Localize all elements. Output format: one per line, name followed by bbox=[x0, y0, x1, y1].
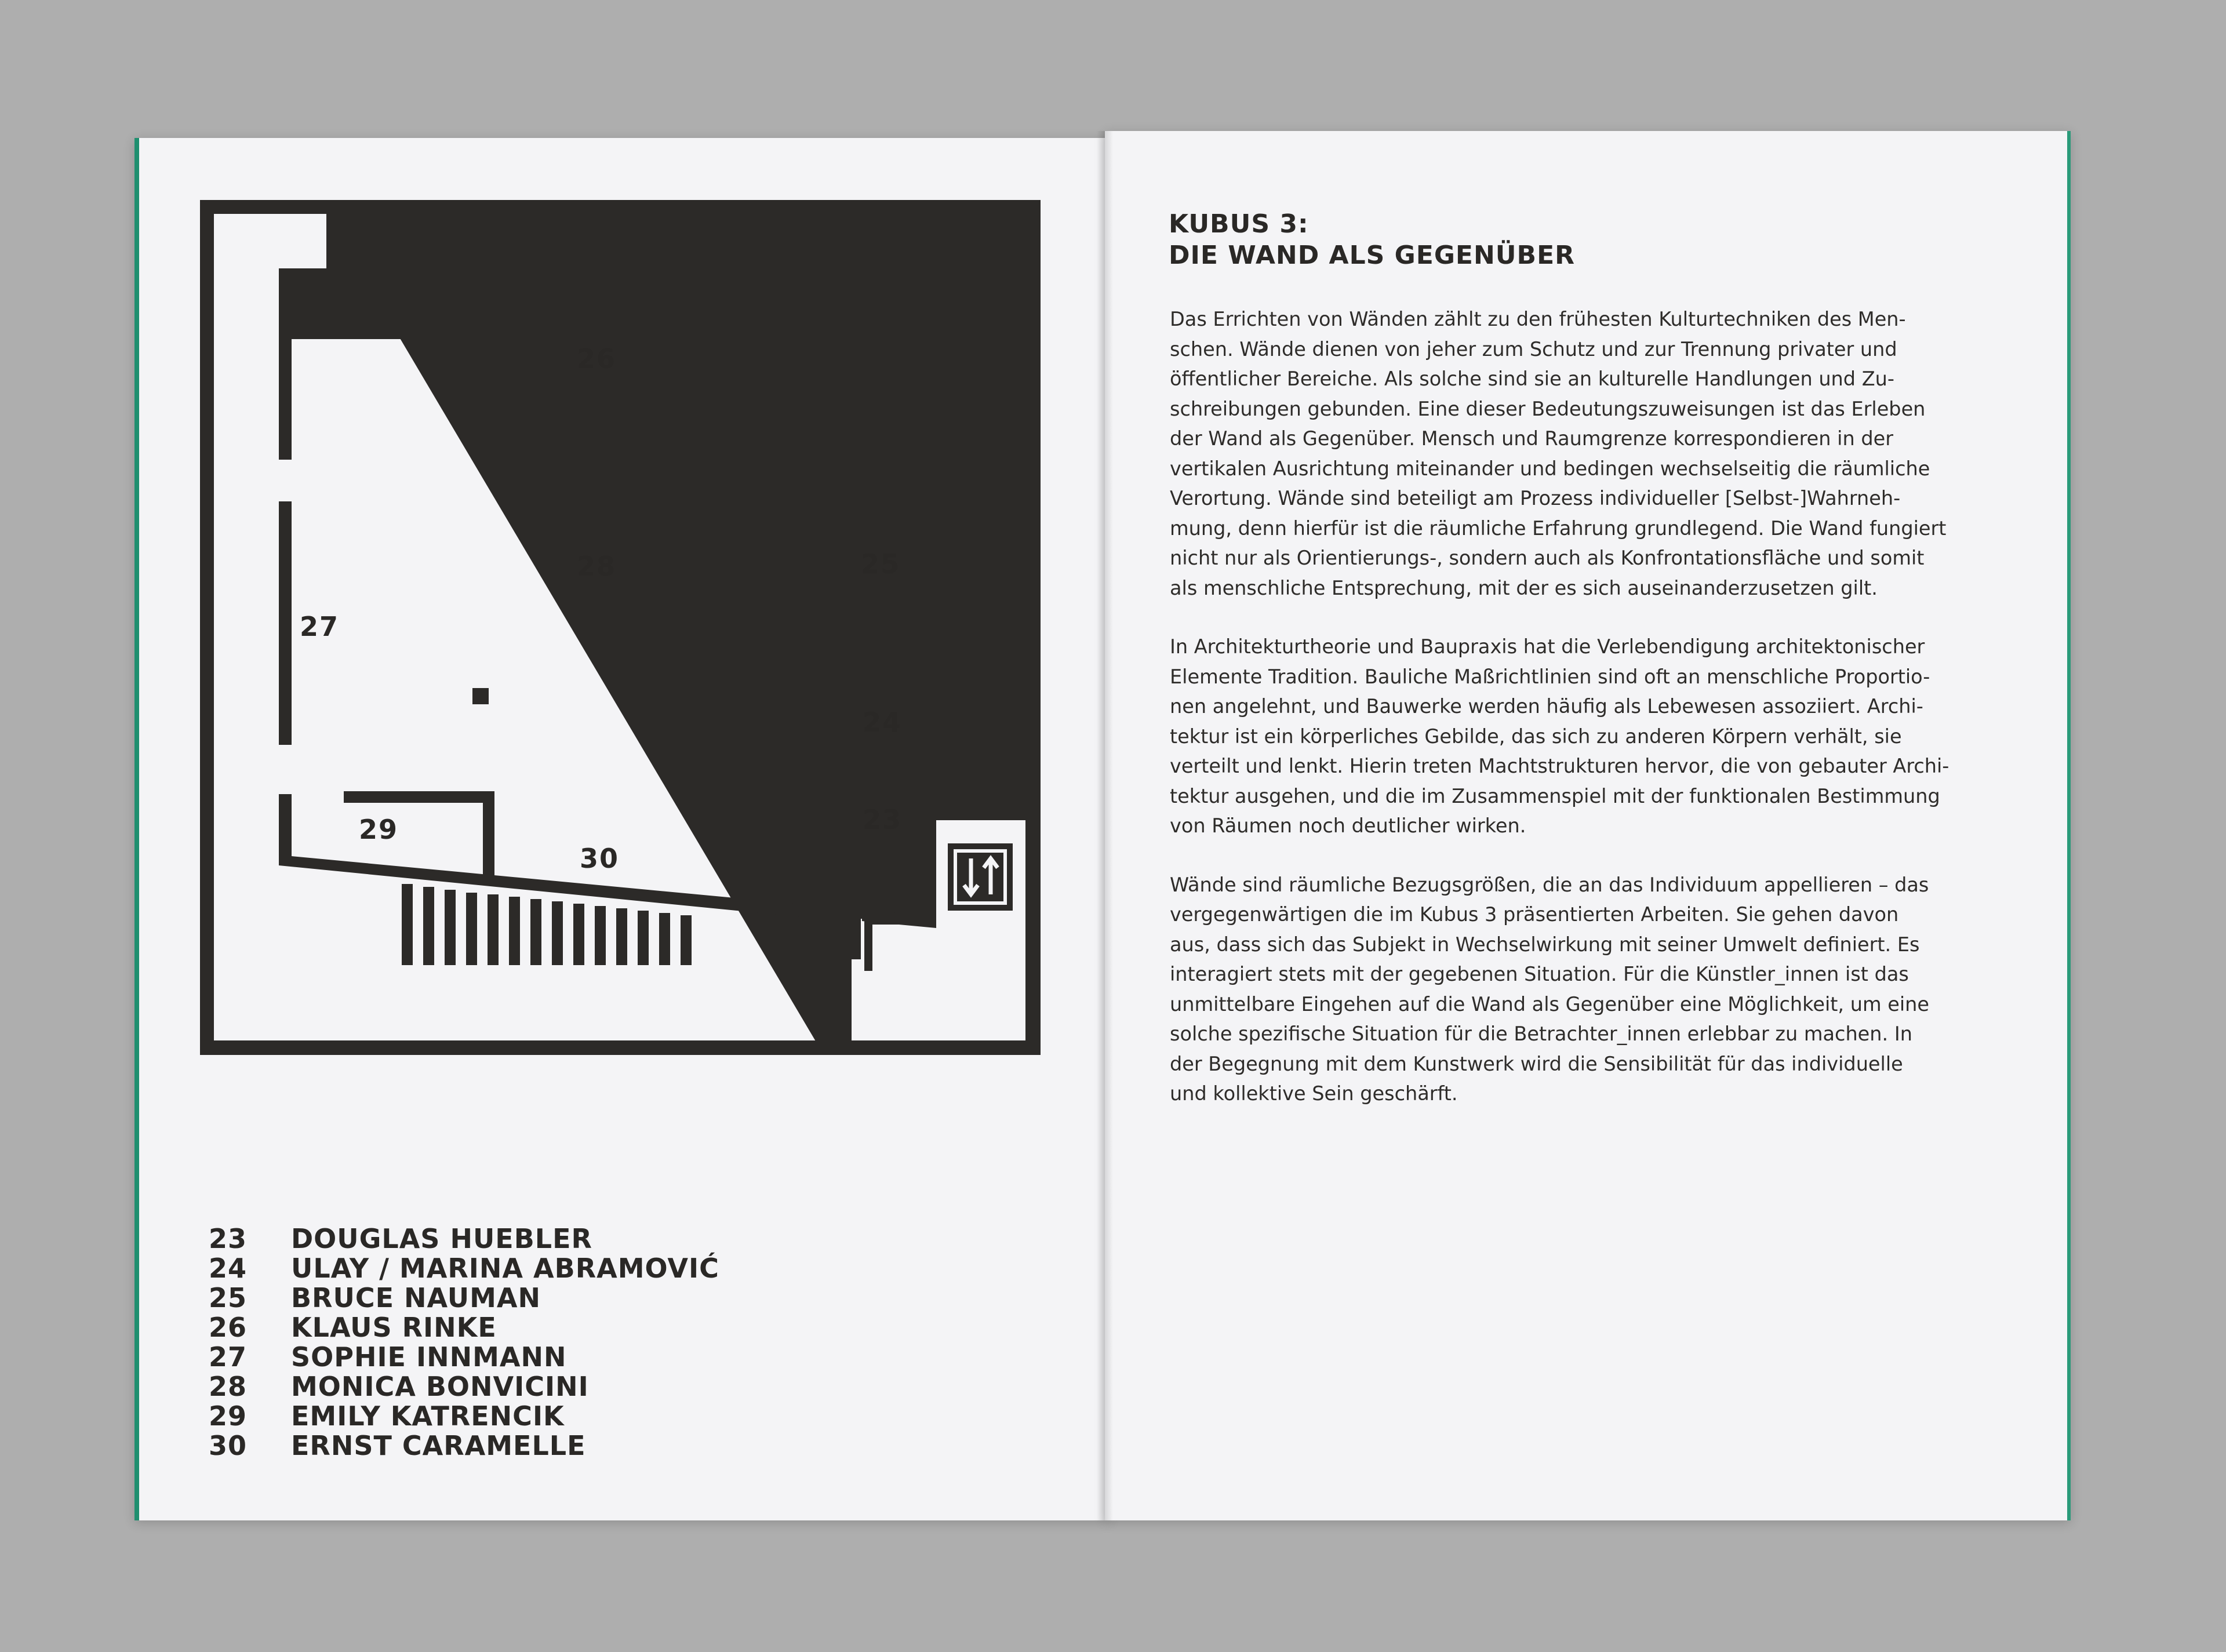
plan-inner-wall-left-upper bbox=[279, 268, 292, 460]
book-gutter bbox=[1097, 131, 1113, 1520]
legend-artist: EMILY KATRENCIK bbox=[291, 1400, 565, 1432]
paragraph: Wände sind räumliche Bezugsgrößen, die an das Individuum appellieren – das vergegenwärtigen die im Kubus 3 präsentierten Arbeiten. Sie gehen davon aus, dass sich das Subjekt in Wechselwirkung mit seiner Umwelt definiert. Es interagiert stets mit der gegebenen Situation. Für die Künstler_innen ist das unmittelbare Eingehen auf die Wand als Gegenüber eine Möglichkeit, um eine solche spezifische Situation für die Betrachter_innen erlebbar zu machen. In der Begegnung mit dem Kunstwerk wird die Sensibilität für das individuelle und kollektive Sein geschärft. bbox=[1170, 873, 1929, 1105]
heading-line-1: KUBUS 3: bbox=[1169, 209, 1309, 239]
artist-legend bbox=[209, 1224, 719, 1461]
legend-row bbox=[209, 1254, 719, 1283]
legend-number: 26 bbox=[209, 1312, 248, 1343]
legend-artist: ERNST CARAMELLE bbox=[291, 1430, 586, 1461]
legend-number: 23 bbox=[209, 1223, 248, 1254]
legend-artist: DOUGLAS HUEBLER bbox=[291, 1223, 592, 1254]
plan-label-27: 27 bbox=[300, 611, 340, 642]
legend-number: 25 bbox=[209, 1282, 248, 1313]
legend-row bbox=[209, 1372, 719, 1402]
plan-inner-wall-left-mid bbox=[279, 501, 292, 745]
plan-label-28: 28 bbox=[577, 551, 617, 582]
legend-artist: ULAY / MARINA ABRAMOVIĆ bbox=[291, 1253, 719, 1284]
section-heading bbox=[1169, 209, 1575, 271]
legend-number: 24 bbox=[209, 1253, 248, 1284]
legend-row bbox=[209, 1431, 719, 1461]
legend-number: 29 bbox=[209, 1400, 248, 1432]
legend-artist: KLAUS RINKE bbox=[291, 1312, 497, 1343]
heading-line-2: DIE WAND ALS GEGENÜBER bbox=[1169, 241, 1576, 270]
paragraph: Das Errichten von Wänden zählt zu den frühesten Kulturtechniken des Men- schen. Wände dienen von jeher zum Schutz und zur Trennung privater und öffentlicher Bereiche. Als solche sind sie an kulturelle Handlungen und Zu- schreibungen gebunden. Eine dieser Bedeutungszuweisungen ist das Erleben der Wand als Gegenüber. Mensch und Raumgrenze korrespondieren in der vertikalen Ausrichtung miteinander und bedingen wechselseitig die räumliche Verortung. Wände sind beteiligt am Prozess individueller [Selbst-]Wahrneh- mung, denn hierfür ist die räumliche Erfahrung grundlegend. Die Wand fungiert nicht nur als Orientierungs-, sondern auch als Konfrontationsfläche und somit als menschliche Entsprechung, mit der es sich auseinanderzusetzen gilt. bbox=[1170, 308, 1947, 599]
legend-row bbox=[209, 1402, 719, 1431]
legend-number: 30 bbox=[209, 1430, 248, 1461]
plan-wall-top bbox=[200, 200, 1041, 214]
plan-label-26: 26 bbox=[577, 343, 617, 374]
plan-column bbox=[472, 688, 489, 704]
paragraph: In Architekturtheorie und Baupraxis hat die Verlebendigung architektonischer Elemente Tradition. Bauliche Maßrichtlinien sind oft an menschliche Proportio- nen angelehnt, und Bauwerke werden häufig als Lebewesen assoziiert. Archi- tektur ist ein körperliches Gebilde, das sich zu anderen Körpern verhält, sie verteilt und lenkt. Hierin treten Machtstrukturen hervor, die von gebauter Archi- tektur ausgehen, und die im Zusammenspiel mit der funktionalen Bestimmung von Räumen noch deutlicher wirken. bbox=[1170, 635, 1949, 837]
legend-artist: MONICA BONVICINI bbox=[291, 1371, 589, 1402]
plan-wall-left bbox=[200, 200, 214, 1055]
legend-number: 28 bbox=[209, 1371, 248, 1402]
plan-wall-right bbox=[1025, 200, 1041, 1055]
plan-label-25: 25 bbox=[861, 548, 901, 580]
plan-label-29: 29 bbox=[359, 814, 399, 845]
plan-label-30: 30 bbox=[580, 843, 620, 874]
floor-plan bbox=[200, 200, 1041, 1055]
plan-label-23: 23 bbox=[863, 804, 903, 835]
plan-label-24: 24 bbox=[863, 707, 903, 738]
plan-column bbox=[472, 423, 489, 439]
body-text bbox=[1170, 304, 2012, 1138]
legend-row bbox=[209, 1313, 719, 1342]
plan-column bbox=[719, 686, 735, 702]
legend-artist: BRUCE NAUMAN bbox=[291, 1282, 541, 1313]
legend-row bbox=[209, 1283, 719, 1313]
legend-number: 27 bbox=[209, 1341, 248, 1373]
plan-wall-bottom bbox=[200, 1040, 1041, 1055]
legend-row bbox=[209, 1342, 719, 1372]
elevator-up-down-arrows-icon bbox=[948, 843, 1013, 911]
plan-room29-right-wall bbox=[483, 791, 494, 884]
plan-column bbox=[716, 420, 733, 436]
plan-room29-top-wall bbox=[344, 791, 493, 803]
legend-artist: SOPHIE INNMANN bbox=[291, 1341, 567, 1373]
legend-row bbox=[209, 1224, 719, 1254]
